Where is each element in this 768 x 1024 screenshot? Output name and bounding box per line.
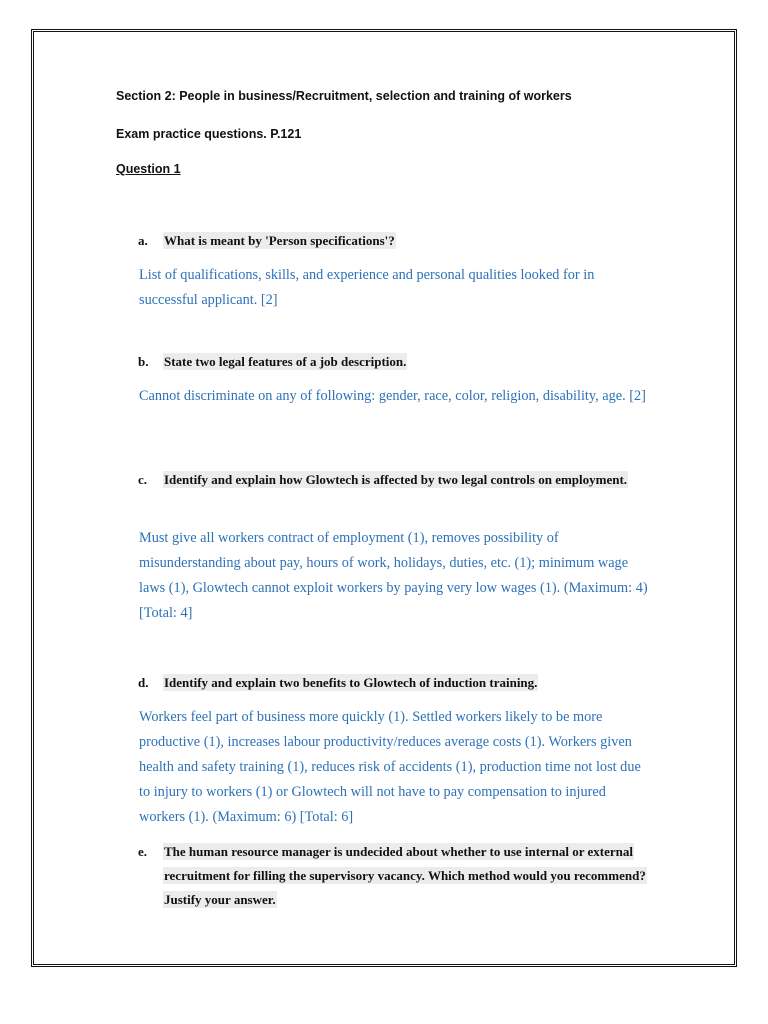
question-label: d.	[138, 675, 149, 690]
question-text: The human resource manager is undecided about whether to use internal or external recruitment for filling the supervisory vacancy. Which method would you recommend? Justify your answer.	[164, 844, 646, 907]
answer-d: Workers feel part of business more quickly (1). Settled workers likely to be more productive (1), increases labour productivity/reduces average costs (1). Workers given health and safety training (1), reduces risk of accidents (1), production time not lost due to injury to workers (1) or Glowtech will not have to pay compensation to injured workers (1). (Maximum: 6) [Total: 6]	[139, 709, 641, 825]
answer-c: Must give all workers contract of employment (1), removes possibility of misunderstanding about pay, hours of work, holidays, duties, etc. (1); minimum wage laws (1), Glowtech cannot exploit workers by paying very low wages (1). (Maximum: 4) [Total: 4]	[139, 530, 648, 621]
practice-heading: Exam practice questions. P.121	[116, 127, 302, 141]
section-heading: Section 2: People in business/Recruitment, selection and training of workers	[116, 89, 572, 103]
question-label: b.	[138, 354, 149, 369]
question-a	[138, 229, 658, 253]
question-text: State two legal features of a job description.	[164, 354, 407, 369]
answer-a: List of qualifications, skills, and experience and personal qualities looked for in successful applicant. [2]	[139, 267, 595, 308]
question-label: a.	[138, 233, 148, 248]
answer-b: Cannot discriminate on any of following: gender, race, color, religion, disability, age. [2]	[139, 388, 646, 404]
question-d	[138, 671, 658, 695]
question-label: e.	[138, 844, 148, 859]
question-e	[138, 840, 658, 912]
question-text: What is meant by 'Person specifications'?	[164, 233, 395, 248]
question-c	[138, 468, 658, 492]
question-text: Identify and explain how Glowtech is affected by two legal controls on employment.	[164, 472, 628, 487]
question-label: c.	[138, 472, 148, 487]
question-title: Question 1	[116, 162, 181, 176]
question-text: Identify and explain two benefits to Glowtech of induction training.	[164, 675, 538, 690]
question-b	[138, 350, 658, 374]
